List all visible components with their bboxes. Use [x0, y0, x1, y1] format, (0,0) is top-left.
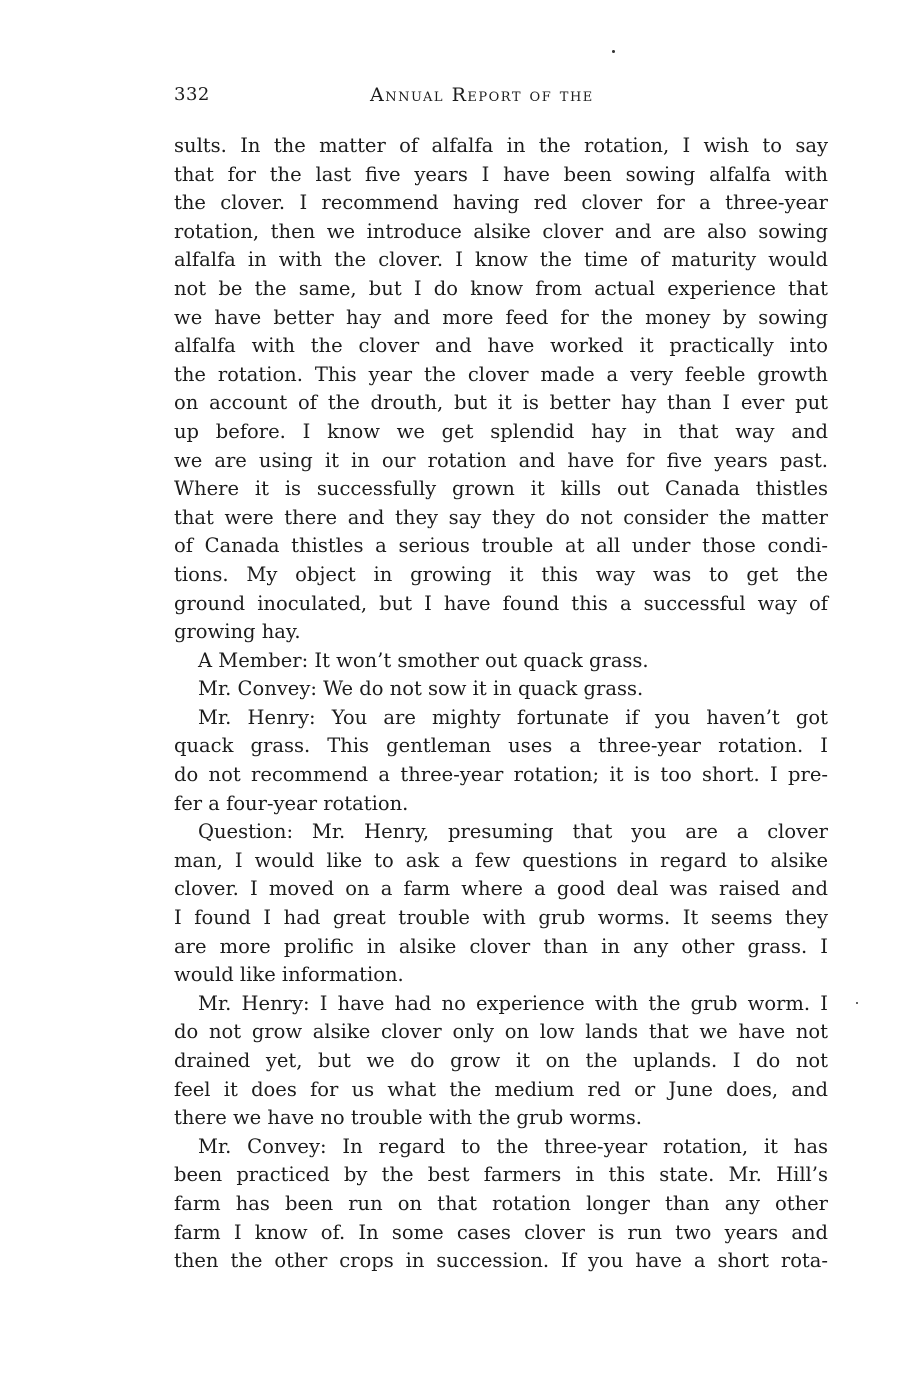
- paragraph-end-line: would like information.: [174, 963, 404, 987]
- speaker-line: Mr. Henry: I have had no experience with the grub worm. I: [198, 991, 828, 1015]
- text-line: rotation, then we introduce alsike clover and are also sowing: [174, 219, 828, 243]
- text-line: tions. My object in growing it this way was to get the: [174, 562, 828, 586]
- paragraph-end-line: fer a four-year rotation.: [174, 791, 409, 815]
- text-line: on account of the drouth, but it is better hay than I ever put: [174, 391, 828, 415]
- text-line: drained yet, but we do grow it on the uplands. I do not: [174, 1049, 828, 1072]
- text-line: we are using it in our rotation and have for five years past.: [174, 448, 828, 472]
- text-line: of Canada thistles a serious trouble at all under those condi-: [174, 534, 828, 558]
- text-line: then the other crops in succession. If you have a short rota-: [174, 1249, 828, 1273]
- speaker-line: Question: Mr. Henry, presuming that you are a clover: [198, 820, 828, 844]
- text-line: alfalfa in with the clover. I know the time of maturity would: [174, 248, 828, 272]
- paragraph-end-line: there we have no trouble with the grub worms.: [174, 1106, 642, 1130]
- text-line: clover. I moved on a farm where a good deal was raised and: [174, 877, 828, 901]
- text-line: that were there and they say they do not consider the matter: [174, 505, 828, 529]
- speaker-line: Mr. Convey: We do not sow it in quack grass.: [198, 677, 644, 701]
- text-line: feel it does for us what the medium red or June does, and: [174, 1077, 828, 1101]
- text-line: farm I know of. In some cases clover is run two years and: [174, 1220, 828, 1244]
- text-line: do not recommend a three-year rotation; it is too short. I pre-: [174, 763, 828, 787]
- running-head: Annual Report of the: [370, 84, 594, 106]
- text-line: quack grass. This gentleman uses a three-year rotation. I: [174, 734, 828, 758]
- ink-speck: [856, 1002, 858, 1004]
- text-line: the clover. I recommend having red clover for a three-year: [174, 191, 828, 215]
- text-line: Where it is successfully grown it kills out Canada thistles: [174, 477, 828, 501]
- speaker-line: A Member: It won’t smother out quack grass.: [198, 648, 649, 672]
- speaker-line: Mr. Convey: In regard to the three-year rotation, it has: [198, 1134, 828, 1158]
- page-header: [174, 84, 828, 110]
- text-line: not be the same, but I do know from actual experience that: [174, 276, 828, 300]
- text-line: sults. In the matter of alfalfa in the rotation, I wish to say: [174, 134, 828, 157]
- text-line: the rotation. This year the clover made a very feeble growth: [174, 362, 828, 386]
- text-line: man, I would like to ask a few questions in regard to alsike: [174, 848, 828, 872]
- paragraph-end-line: growing hay.: [174, 620, 301, 644]
- text-line: I found I had great trouble with grub worms. It seems they: [174, 906, 828, 930]
- ink-speck: [612, 50, 615, 53]
- text-line: alfalfa with the clover and have worked it practically into: [174, 334, 828, 358]
- text-line: are more prolific in alsike clover than in any other grass. I: [174, 934, 828, 958]
- text-line: ground inoculated, but I have found this a successful way of: [174, 591, 828, 615]
- text-line: do not grow alsike clover only on low lands that we have not: [174, 1020, 828, 1044]
- body-text: [174, 132, 828, 1276]
- text-line: that for the last five years I have been sowing alfalfa with: [174, 162, 828, 186]
- text-line: been practiced by the best farmers in this state. Mr. Hill’s: [174, 1163, 828, 1187]
- text-line: up before. I know we get splendid hay in that way and: [174, 419, 828, 443]
- text-line: farm has been run on that rotation longer than any other: [174, 1191, 828, 1215]
- speaker-line: Mr. Henry: You are mighty fortunate if you haven’t got: [198, 705, 828, 729]
- text-line: we have better hay and more feed for the money by sowing: [174, 305, 828, 329]
- page-number: 332: [174, 84, 210, 105]
